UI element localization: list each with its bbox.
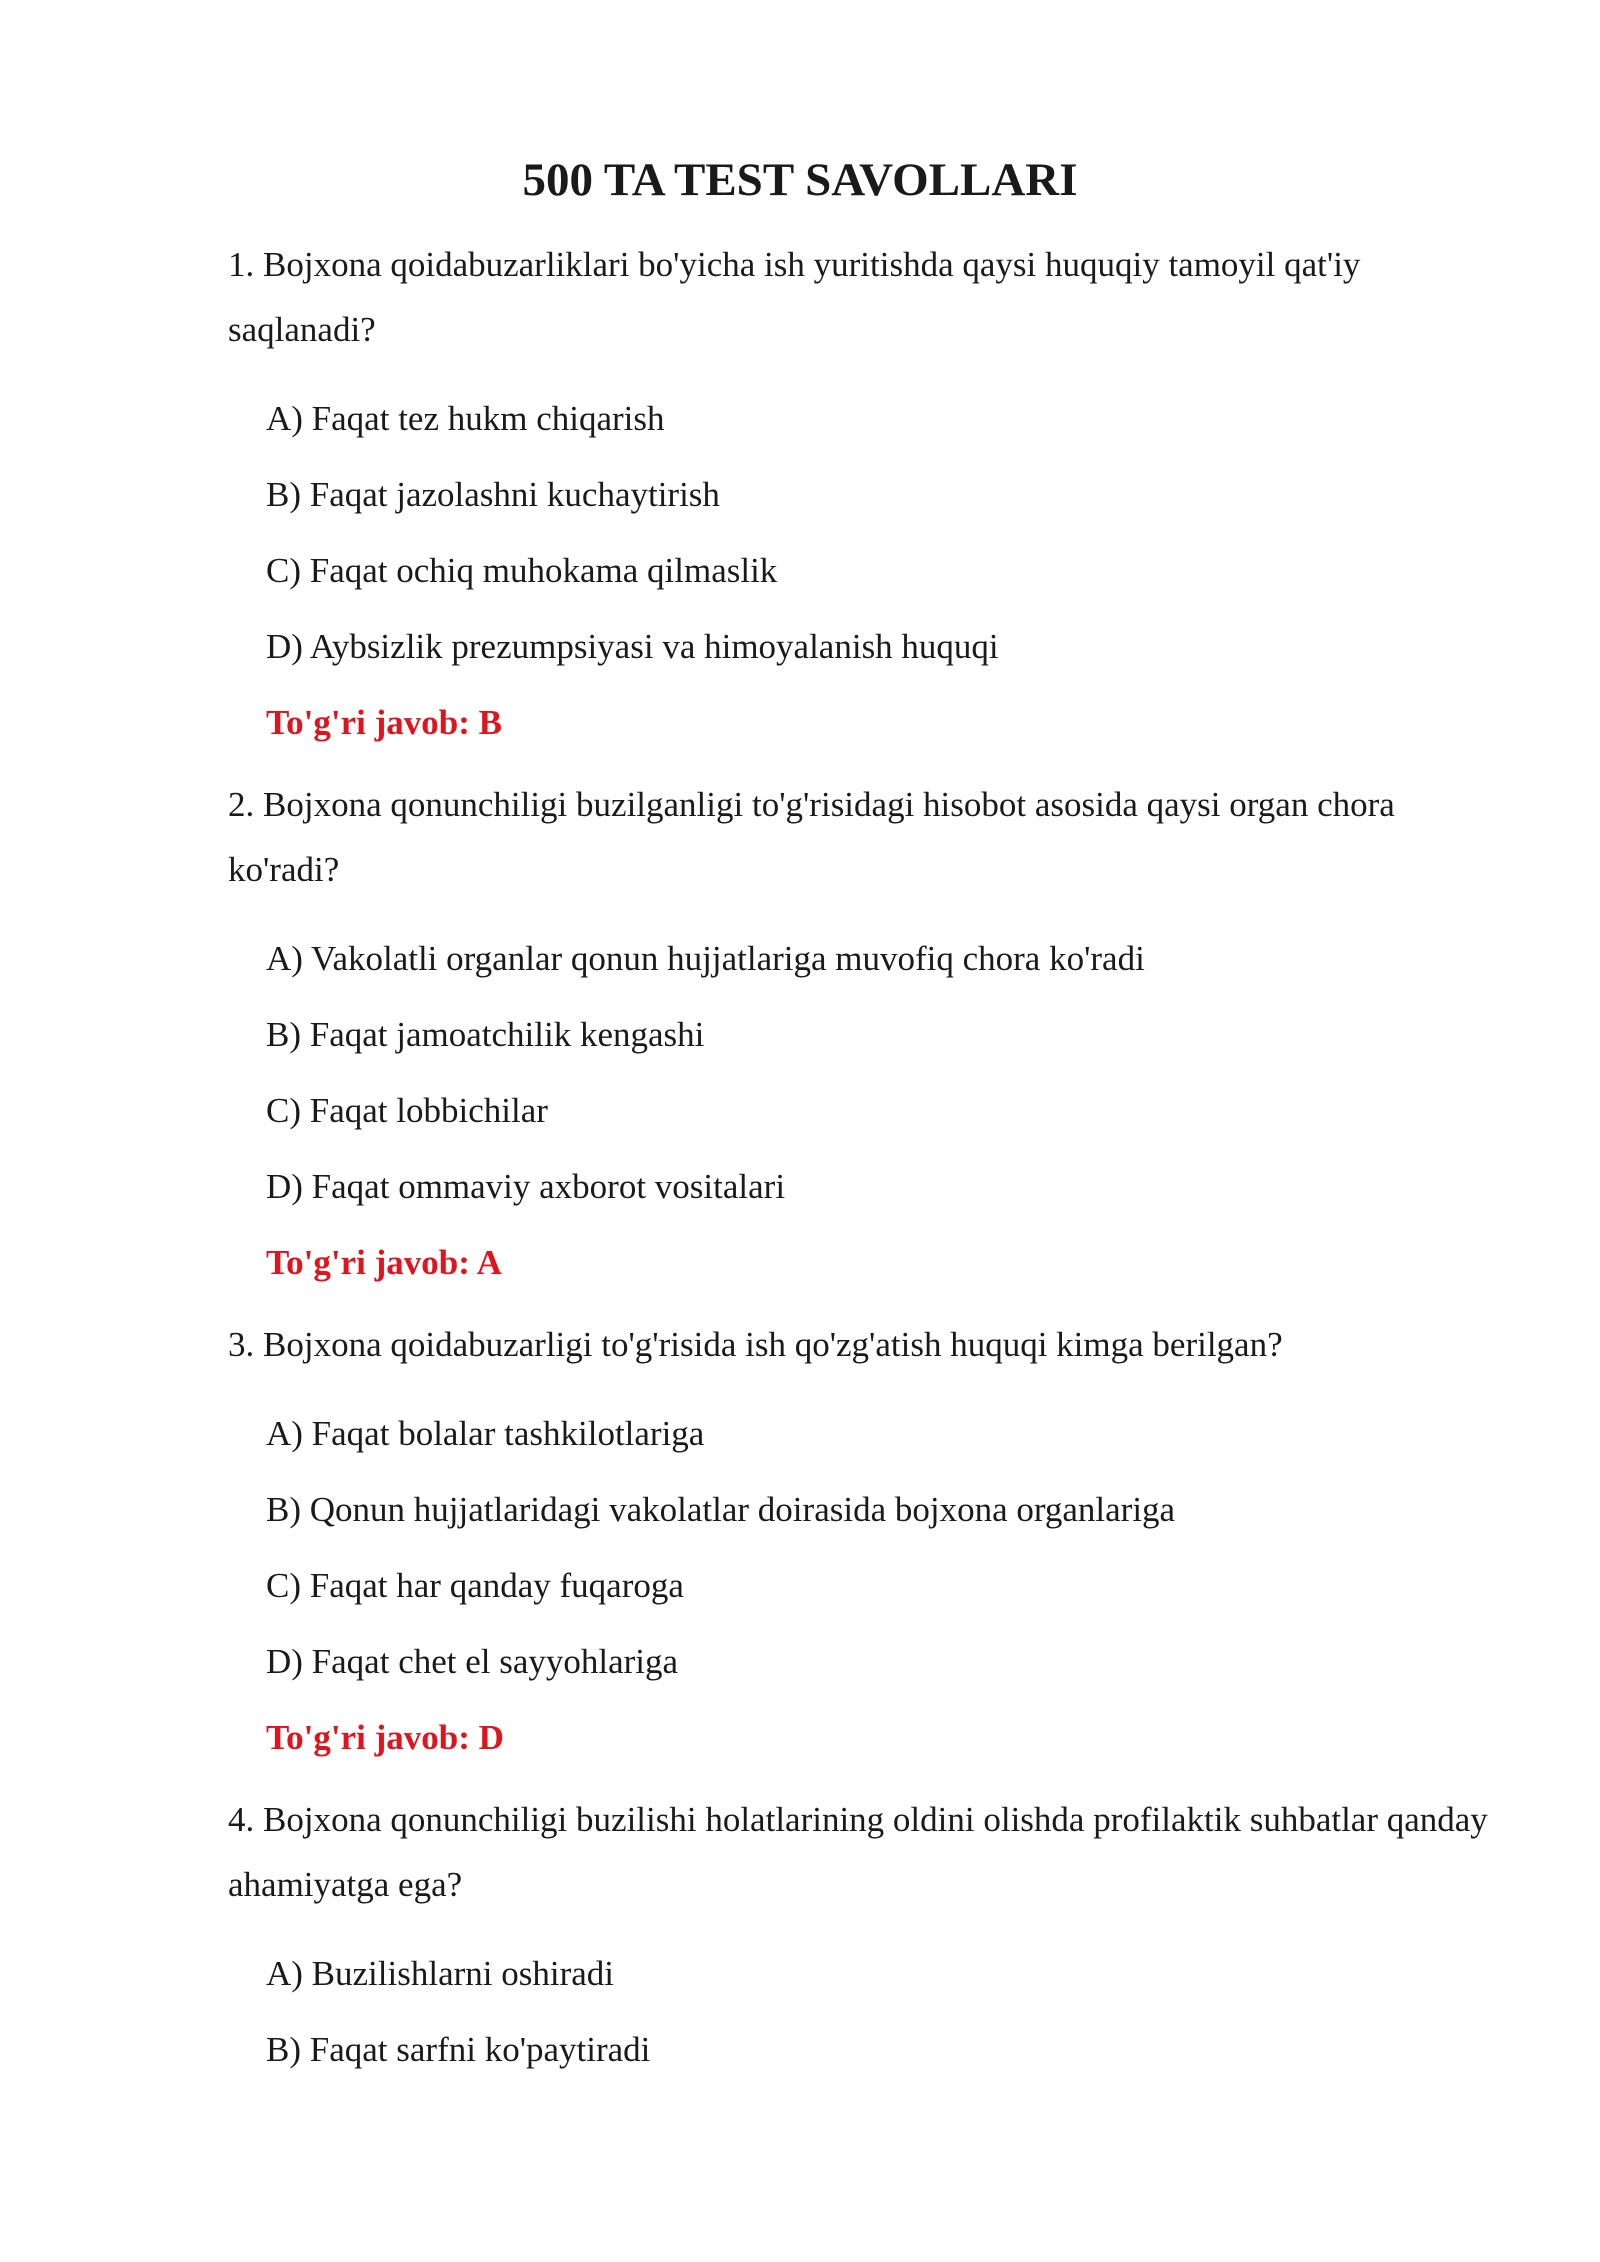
option-c: C) Faqat ochiq muhokama qilmaslik bbox=[266, 551, 778, 590]
question-text: 3. Bojxona qoidabuzarligi to'g'risida ish qo'zg'atish huquqi kimga berilgan? bbox=[228, 1325, 1283, 1364]
option-a: A) Faqat bolalar tashkilotlariga bbox=[266, 1414, 705, 1453]
option-b: B) Qonun hujjatlaridagi vakolatlar doirasida bojxona organlariga bbox=[266, 1490, 1176, 1529]
option-a: A) Faqat tez hukm chiqarish bbox=[266, 399, 665, 438]
option-d: D) Faqat ommaviy axborot vositalari bbox=[266, 1167, 786, 1206]
option-b: B) Faqat sarfni ko'paytiradi bbox=[266, 2030, 651, 2069]
option-d: D) Faqat chet el sayyohlariga bbox=[266, 1642, 679, 1681]
option-b: B) Faqat jazolashni kuchaytirish bbox=[266, 475, 720, 514]
question-text: 2. Bojxona qonunchiligi buzilganligi to'g'risidagi hisobot asosida qaysi organ chora ko'radi? bbox=[228, 785, 1395, 889]
option-c: C) Faqat lobbichilar bbox=[266, 1091, 548, 1130]
option-d: D) Aybsizlik prezumpsiyasi va himoyalanish huquqi bbox=[266, 627, 999, 666]
document-title: 500 TA TEST SAVOLLARI bbox=[522, 154, 1078, 206]
option-c: C) Faqat har qanday fuqaroga bbox=[266, 1566, 684, 1605]
question-text: 4. Bojxona qonunchiligi buzilishi holatlarining oldini olishda profilaktik suhbatlar qanday ahamiyatga ega? bbox=[228, 1800, 1488, 1904]
option-a: A) Vakolatli organlar qonun hujjatlariga muvofiq chora ko'radi bbox=[266, 939, 1145, 978]
option-b: B) Faqat jamoatchilik kengashi bbox=[266, 1015, 705, 1054]
correct-answer: To'g'ri javob: B bbox=[266, 703, 502, 742]
correct-answer: To'g'ri javob: A bbox=[266, 1243, 502, 1282]
question-text: 1. Bojxona qoidabuzarliklari bo'yicha ish yuritishda qaysi huquqiy tamoyil qat'iy saqlanadi? bbox=[228, 245, 1361, 349]
option-a: A) Buzilishlarni oshiradi bbox=[266, 1954, 615, 1993]
correct-answer: To'g'ri javob: D bbox=[266, 1718, 504, 1757]
